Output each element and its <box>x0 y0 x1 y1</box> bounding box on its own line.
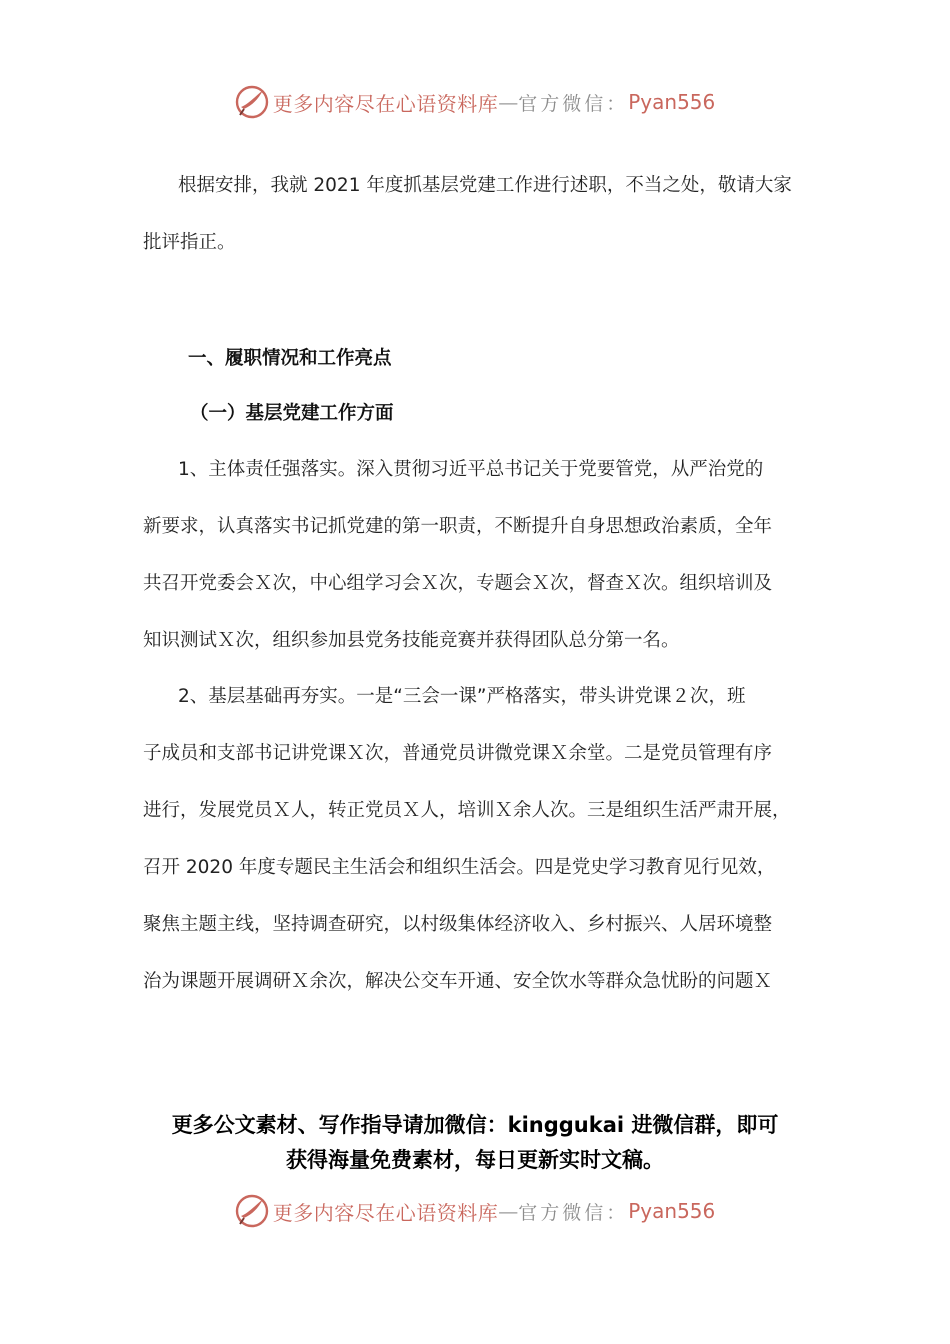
item2-line-5: 聚焦主题主线，坚持调查研究，以村级集体经济收入、乡村振兴、人居环境整 <box>143 914 773 935</box>
watermark-separator: — <box>498 90 519 114</box>
item1-line-2: 新要求，认真落实书记抓党建的第一职责，不断提升自身思想政治素质，全年 <box>143 516 773 537</box>
watermark-banner-top <box>0 82 950 122</box>
watermark-label: 官方微信： <box>518 1201 629 1224</box>
footer-note-line-1: 更多公文素材、写作指导请加微信：kinggukai 进微信群，即可 <box>171 1113 779 1137</box>
item2-line-4: 召开 2020 年度专题民主生活会和组织生活会。四是党史学习教育见行见效， <box>143 857 776 878</box>
item1-line-3: 共召开党委会Ｘ次，中心组学习会Ｘ次，专题会Ｘ次，督查Ｘ次。组织培训及 <box>143 573 773 594</box>
item1-line-1: 1、主体责任强落实。深入贯彻习近平总书记关于党要管党，从严治党的 <box>178 459 764 480</box>
item1-line-4: 知识测试Ｘ次，组织参加县党务技能竞赛并获得团队总分第一名。 <box>143 630 680 651</box>
watermark-site-text: 更多内容尽在心语资料库 <box>272 1200 499 1225</box>
item2-line-1: 2、基层基础再夯实。一是“三会一课”严格落实，带头讲党课２次，班 <box>178 686 746 707</box>
subsection-heading: （一）基层党建工作方面 <box>190 403 394 424</box>
quill-logo-icon <box>235 1194 269 1228</box>
item2-line-3: 进行，发展党员Ｘ人，转正党员Ｘ人，培训Ｘ余人次。三是组织生活严肃开展， <box>143 800 791 821</box>
watermark-separator: — <box>498 1199 519 1223</box>
section-heading: 一、履职情况和工作亮点 <box>188 348 392 369</box>
intro-line-1: 根据安排，我就 2021 年度抓基层党建工作进行述职，不当之处，敬请大家 <box>178 175 792 196</box>
watermark-banner-bottom <box>0 1191 950 1231</box>
intro-line-2: 批评指正。 <box>143 232 236 253</box>
watermark-wechat-id: Pyan556 <box>628 1199 716 1223</box>
quill-logo-icon <box>235 85 269 119</box>
watermark-wechat-id: Pyan556 <box>628 90 716 114</box>
footer-note-line-2: 获得海量免费素材，每日更新实时文稿。 <box>286 1148 664 1172</box>
watermark-label: 官方微信： <box>518 92 629 115</box>
watermark-site-text: 更多内容尽在心语资料库 <box>272 91 499 116</box>
item2-line-6: 治为课题开展调研Ｘ余次，解决公交车开通、安全饮水等群众急忧盼的问题Ｘ <box>143 971 773 992</box>
item2-line-2: 子成员和支部书记讲党课Ｘ次，普通党员讲微党课Ｘ余堂。二是党员管理有序 <box>143 743 773 764</box>
